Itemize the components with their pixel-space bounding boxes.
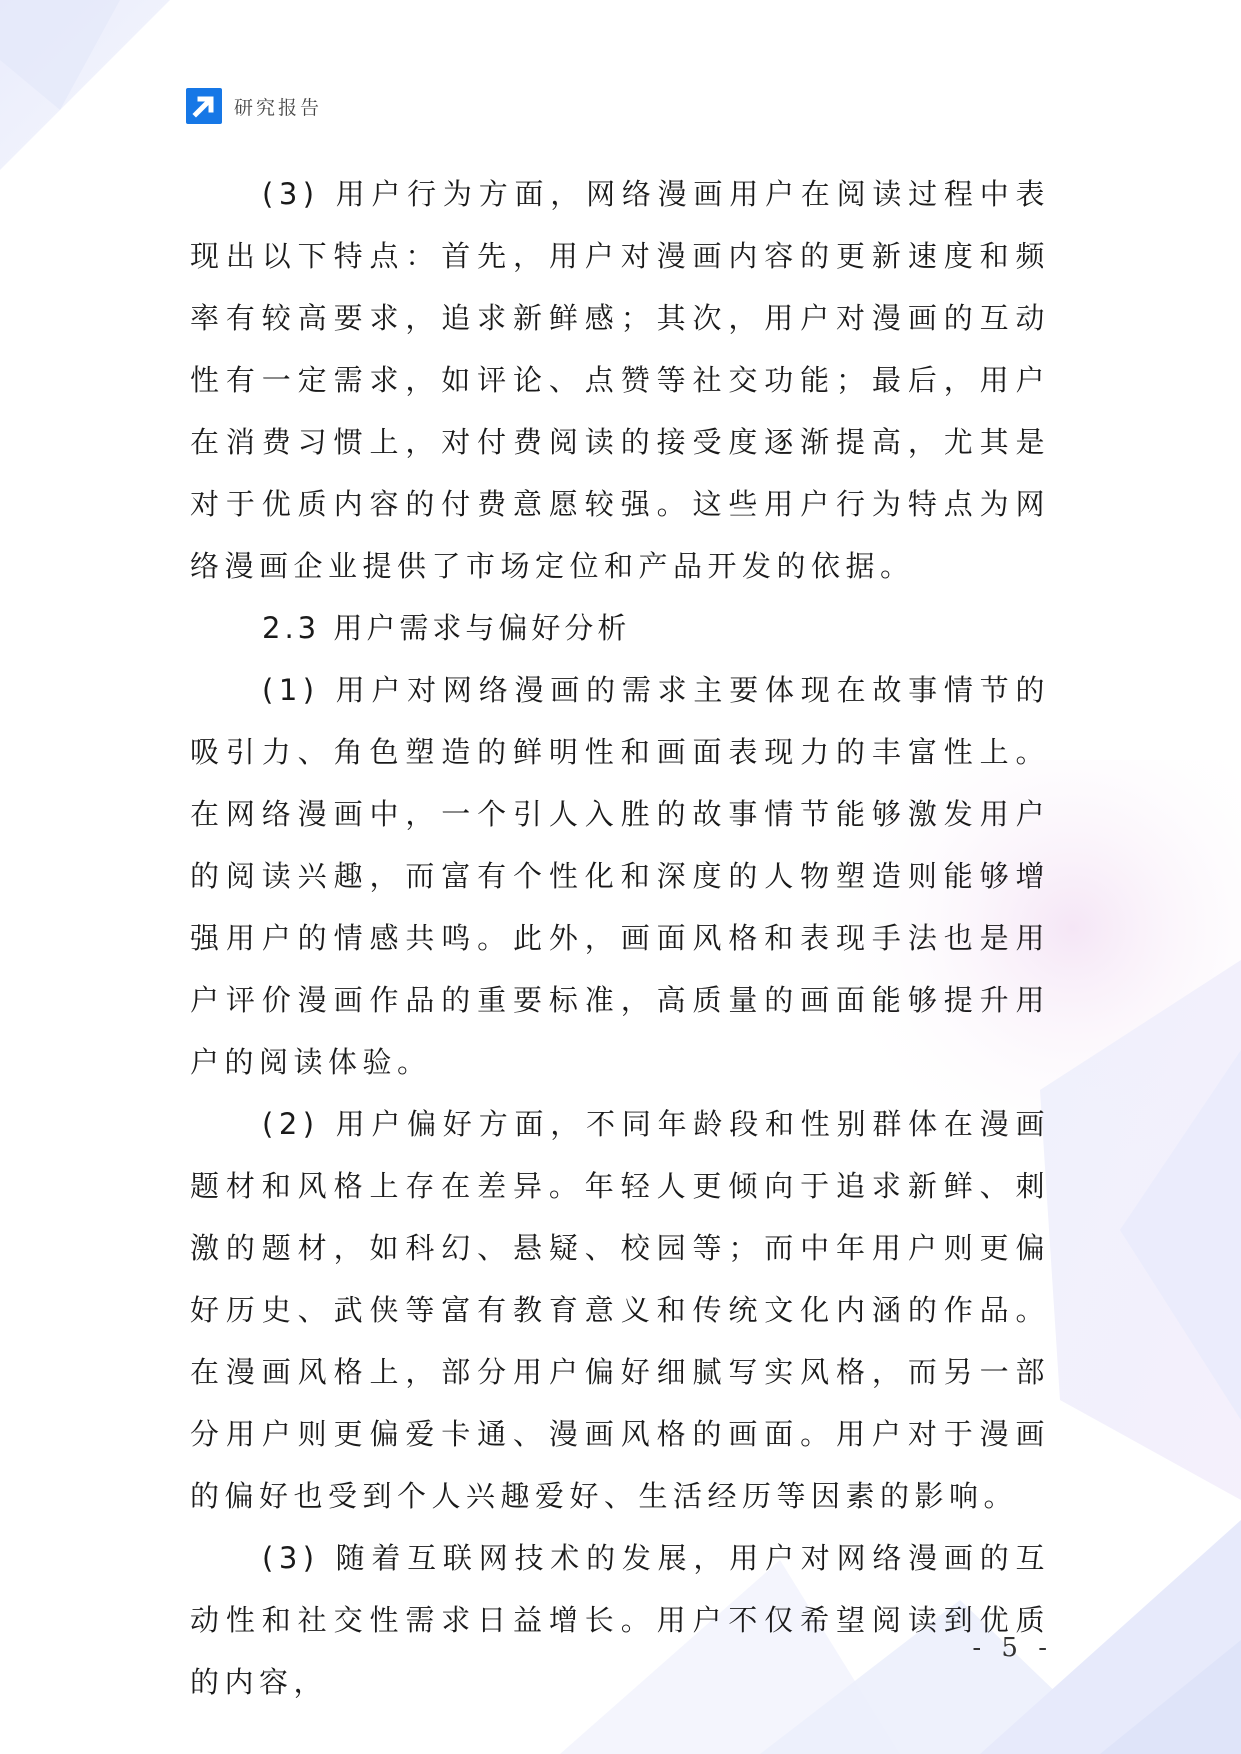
document-body [190, 163, 1050, 1713]
section-heading: 2.3 用户需求与偏好分析 [262, 611, 631, 645]
header-title: 研究报告 [234, 96, 323, 119]
paragraph-user-needs: (1) 用户对网络漫画的需求主要体现在故事情节的吸引力、角色塑造的鲜明性和画面表现力的丰富性上。在网络漫画中，一个引人入胜的故事情节能够激发用户的阅读兴趣，而富有个性化和深度的人物塑造则能够增强用户的情感共鸣。此外，画面风格和表现手法也是用户评价漫画作品的重要标准，高质量的画面能够提升用户的阅读体验。 [190, 673, 1050, 1079]
paragraph-user-preferences: (2) 用户偏好方面，不同年龄段和性别群体在漫画题材和风格上存在差异。年轻人更倾向于追求新鲜、刺激的题材，如科幻、悬疑、校园等；而中年用户则更偏好历史、武侠等富有教育意义和传统文化内涵的作品。在漫画风格上，部分用户偏好细腻写实风格，而另一部分用户则更偏爱卡通、漫画风格的画面。用户对于漫画的偏好也受到个人兴趣爱好、生活经历等因素的影响。 [190, 1107, 1050, 1513]
paragraph-user-behavior: (3) 用户行为方面，网络漫画用户在阅读过程中表现出以下特点：首先，用户对漫画内容的更新速度和频率有较高要求，追求新鲜感；其次，用户对漫画的互动性有一定需求，如评论、点赞等社交功能；最后，用户在消费习惯上，对付费阅读的接受度逐渐提高，尤其是对于优质内容的付费意愿较强。这些用户行为特点为网络漫画企业提供了市场定位和产品开发的依据。 [190, 177, 1050, 583]
report-header [186, 88, 322, 124]
paragraph-interaction-needs: (3) 随着互联网技术的发展，用户对网络漫画的互动性和社交性需求日益增长。用户不仅希望阅读到优质的内容， [190, 1541, 1050, 1699]
page-number: - 5 - [972, 1633, 1053, 1663]
arrow-logo-icon [186, 88, 222, 124]
